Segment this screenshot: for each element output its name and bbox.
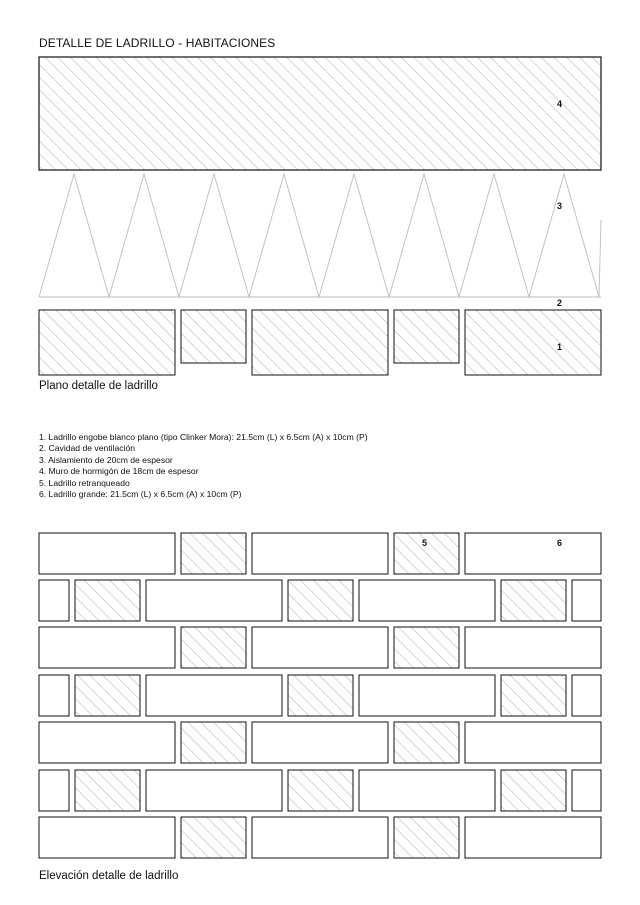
legend-item: 4. Muro de hormigón de 18cm de espesor (39, 466, 199, 477)
plan-label-3: 3 (557, 201, 563, 211)
plan-caption: Plano detalle de ladrillo (39, 380, 158, 392)
legend-list (39, 432, 368, 500)
brick-large (252, 533, 388, 574)
brick-large (465, 817, 601, 858)
brick-recessed (75, 580, 140, 621)
elevation-row (39, 770, 601, 811)
brick-recessed (288, 580, 353, 621)
elevation-row (39, 817, 601, 858)
brick-large (39, 722, 175, 763)
brick-recessed (181, 722, 246, 763)
brick-large (252, 722, 388, 763)
plan-bricks (39, 310, 601, 375)
brick-recessed (501, 580, 566, 621)
brick-half (572, 580, 601, 621)
plan-label-4: 4 (557, 99, 563, 109)
brick-recessed (394, 722, 459, 763)
brick-recessed (75, 770, 140, 811)
elevation-label-5: 5 (422, 538, 428, 548)
elevation-row (39, 722, 601, 763)
brick-large (146, 580, 282, 621)
drawing-title: DETALLE DE LADRILLO - HABITACIONES (39, 36, 276, 50)
brick-large (465, 722, 601, 763)
brick-recessed (288, 675, 353, 716)
brick-recessed (181, 533, 246, 574)
elevation-row (39, 580, 601, 621)
brick-recessed (501, 770, 566, 811)
plan-brick (39, 310, 175, 375)
brick-large (252, 627, 388, 668)
brick-recessed (181, 627, 246, 668)
brick-large (359, 675, 495, 716)
brick-large (39, 817, 175, 858)
brick-recessed (394, 627, 459, 668)
legend-item: 2. Cavidad de ventilación (39, 443, 136, 454)
concrete-wall (39, 57, 601, 170)
plan-brick (465, 310, 601, 375)
brick-half (39, 675, 69, 716)
brick-large (465, 533, 601, 574)
plan-brick-recessed (181, 310, 246, 363)
brick-large (39, 533, 175, 574)
plan-brick (252, 310, 388, 375)
brick-half (39, 580, 69, 621)
legend-item: 1. Ladrillo engobe blanco plano (tipo Clinker Mora): 21.5cm (L) x 6.5cm (A) x 10cm (P) (39, 432, 368, 442)
legend-item: 5. Ladrillo retranqueado (39, 477, 130, 488)
elevation-row (39, 627, 601, 668)
brick-large (252, 817, 388, 858)
brick-recessed (288, 770, 353, 811)
elevation-label-6: 6 (557, 538, 563, 548)
brick-recessed (181, 817, 246, 858)
brick-recessed (75, 675, 140, 716)
brick-recessed (394, 817, 459, 858)
brick-half (39, 770, 69, 811)
plan-label-2: 2 (557, 298, 563, 308)
brick-large (146, 675, 282, 716)
brick-large (359, 770, 495, 811)
brick-recessed (501, 675, 566, 716)
brick-large (465, 627, 601, 668)
insulation-zigzag (39, 174, 601, 297)
plan-brick-recessed (394, 310, 459, 363)
brick-half (572, 675, 601, 716)
elevation-row (39, 533, 601, 574)
legend-item: 3. Aislamiento de 20cm de espesor (39, 454, 173, 465)
brick-half (572, 770, 601, 811)
brick-large (146, 770, 282, 811)
plan-label-1: 1 (557, 342, 563, 352)
brick-large (39, 627, 175, 668)
elevation-caption: Elevación detalle de ladrillo (39, 870, 179, 882)
elevation-row (39, 675, 601, 716)
legend-item: 6. Ladrillo grande: 21.5cm (L) x 6.5cm (A) x 10cm (P) (39, 489, 242, 500)
brick-large (359, 580, 495, 621)
